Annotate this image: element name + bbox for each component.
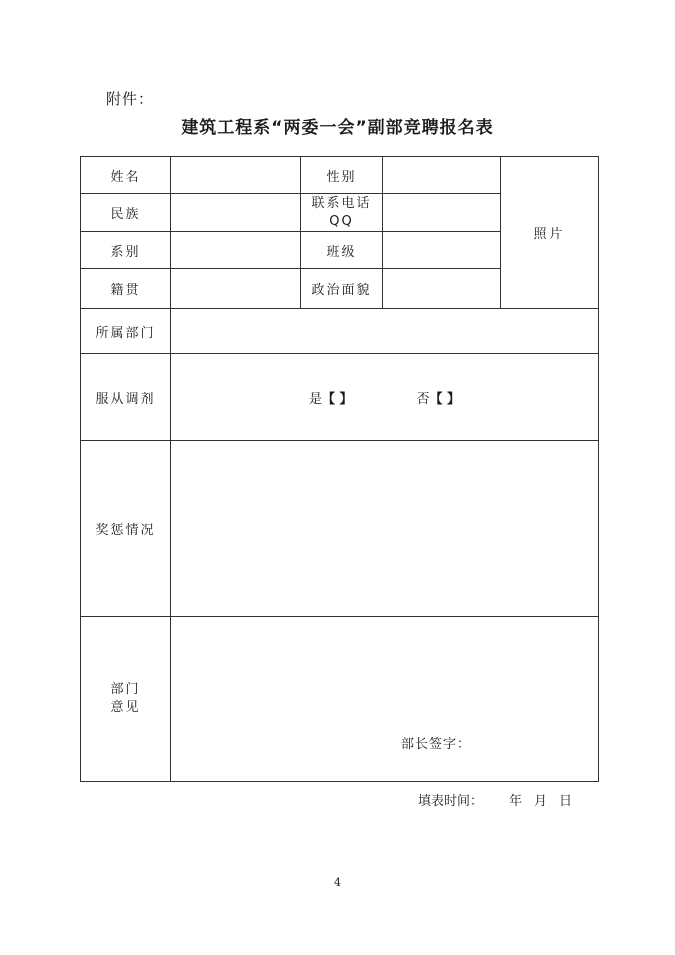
no-option[interactable] [417, 388, 461, 407]
department-label: 系别 [81, 232, 171, 269]
name-input-cell[interactable] [171, 157, 301, 194]
no-text: 否 [416, 391, 430, 407]
ethnicity-label: 民族 [81, 194, 171, 232]
dept-opinion-line2: 意见 [110, 700, 141, 715]
department-input-cell[interactable] [171, 232, 301, 269]
political-status-label: 政治面貌 [301, 269, 383, 309]
contact-qq-label [301, 194, 383, 232]
dept-opinion-label [81, 617, 171, 782]
name-label: 姓名 [81, 157, 171, 194]
yes-text: 是 [308, 391, 322, 407]
obey-adjustment-choices [171, 354, 599, 441]
yes-option[interactable] [309, 388, 353, 407]
dept-belong-label: 所属部门 [81, 309, 171, 354]
awards-label: 奖惩情况 [81, 441, 171, 617]
gender-label: 性别 [301, 157, 383, 194]
yes-bracket: 【 】 [321, 391, 353, 407]
attachment-label: 附件： [106, 90, 155, 108]
registration-form-table [80, 156, 599, 782]
contact-phone-label: 联系电话 [311, 195, 372, 211]
page-number: 4 [334, 876, 341, 889]
class-label: 班级 [301, 232, 383, 269]
minister-sign-label: 部长签字： [401, 737, 472, 752]
contact-input-cell[interactable] [383, 194, 501, 232]
awards-input-cell[interactable] [171, 441, 599, 617]
photo-box[interactable]: 照片 [501, 157, 599, 309]
ethnicity-input-cell[interactable] [171, 194, 301, 232]
native-place-label: 籍贯 [81, 269, 171, 309]
dept-opinion-line1: 部门 [110, 682, 141, 697]
obey-adjustment-label: 服从调剂 [81, 354, 171, 441]
form-title: 建筑工程系“两委一会”副部竞聘报名表 [181, 118, 494, 138]
no-bracket: 【 】 [429, 391, 461, 407]
fill-date-label: 填表时间： [418, 794, 484, 809]
political-status-input-cell[interactable] [383, 269, 501, 309]
class-input-cell[interactable] [383, 232, 501, 269]
native-place-input-cell[interactable] [171, 269, 301, 309]
dept-belong-input-cell[interactable] [171, 309, 599, 354]
fill-date-day: 日 [559, 794, 573, 809]
fill-date-line [418, 790, 572, 809]
fill-date-month: 月 [534, 794, 548, 809]
dept-opinion-input-cell[interactable] [171, 617, 599, 782]
gender-input-cell[interactable] [383, 157, 501, 194]
fill-date-year: 年 [509, 794, 523, 809]
qq-label: QQ [329, 213, 354, 229]
